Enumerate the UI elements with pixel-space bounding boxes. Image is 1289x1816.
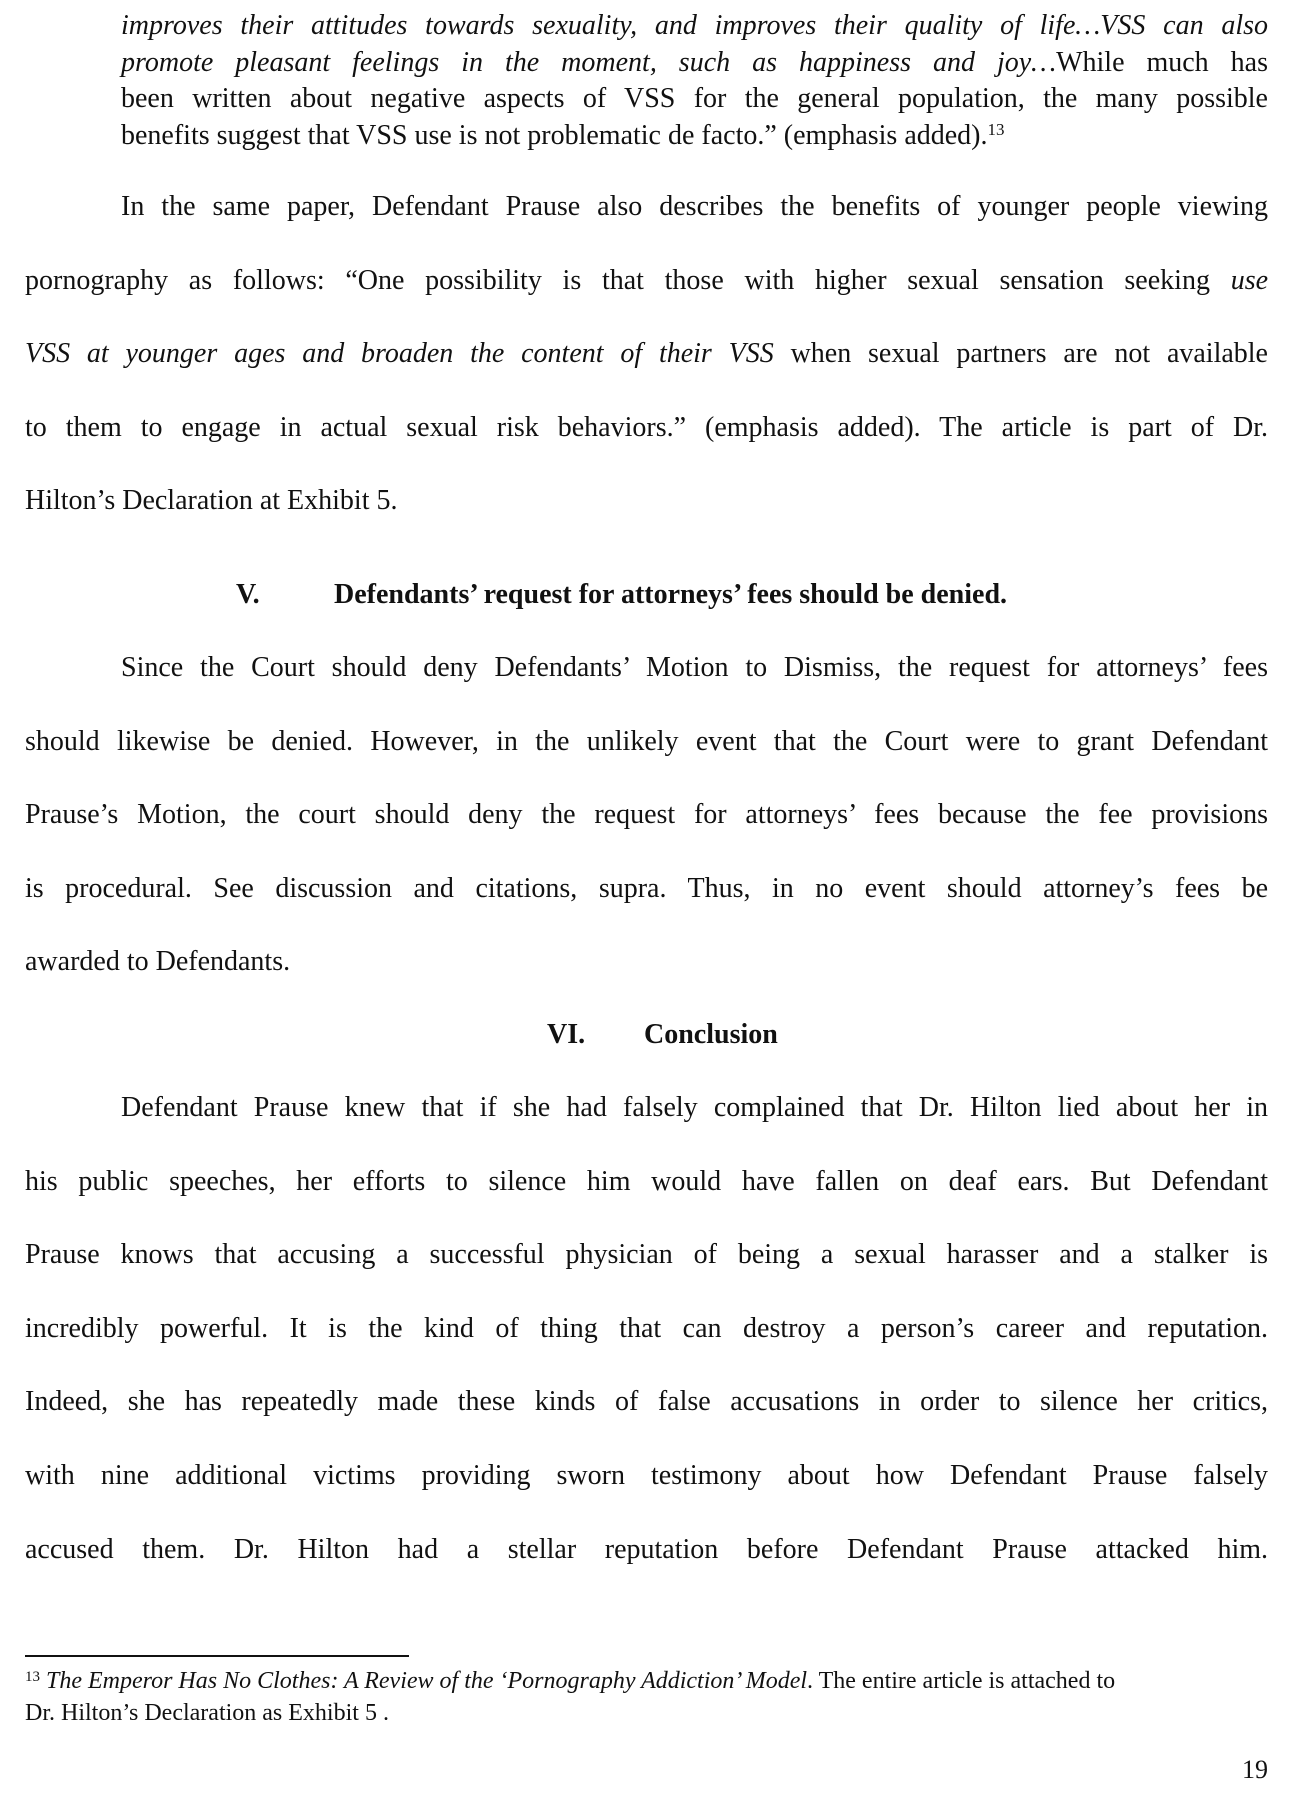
footnote-ref[interactable]: 13 bbox=[987, 119, 1005, 139]
quote-line: benefits suggest that VSS use is not problematic de facto.” (emphasis added).$^{13}$ bbox=[121, 119, 1005, 151]
paragraph-conclusion: Defendant Prause knew that if she had falsely complained that Dr. Hilton lied about her in his public speeches, her efforts to silence him would have fallen on deaf ears. But Defendant Prause knows that accusing a successful physician of being a sexual harasser and a stalker is incredibly powerful. It is the kind of thing that can destroy a person’s career and reputation. Indeed, she has repeatedly made these kinds of false accusations in order to silence her critics, with nine additional victims providing sworn testimony about how Defendant Prause falsely accused them. Dr. Hilton had a stellar reputation before Defendant Prause attacked him. bbox=[25, 1092, 1268, 1565]
section-heading-title: Defendants’ request for attorneys’ fees should be denied. bbox=[334, 579, 1008, 610]
section-heading-number: V. bbox=[236, 579, 260, 610]
section-heading-number: VI. bbox=[547, 1019, 586, 1050]
block-quote bbox=[121, 8, 1268, 154]
quote-line: promote pleasant feelings in the moment, such as happiness and joy…While much has bbox=[121, 46, 1268, 78]
footnote-divider bbox=[25, 1655, 409, 1657]
page-number: 19 bbox=[1242, 1755, 1268, 1784]
footnote: $^{13}$ The Emperor Has No Clothes: A Review of the ‘Pornography Addiction’ Model. The entire article is attached to Dr. Hilton’s Declaration as Exhibit 5 . bbox=[25, 1668, 1116, 1726]
quote-line: been written about negative aspects of VSS for the general population, the many possible bbox=[121, 83, 1268, 114]
paragraph-fees: Since the Court should deny Defendants’ Motion to Dismiss, the request for attorneys’ fees should likewise be denied. However, in the unlikely event that the Court were to grant Defendant Prause’s Motion, the court should deny the request for attorneys’ fees because the fee provisions is procedural. See discussion and citations, supra. Thus, in no event should attorney’s fees be awarded to Defendants. bbox=[25, 652, 1268, 978]
quote-line: improves their attitudes towards sexuality, and improves their quality of life…VSS can also bbox=[121, 10, 1268, 41]
section-heading-title: Conclusion bbox=[644, 1019, 778, 1050]
paragraph-benefits: In the same paper, Defendant Prause also describes the benefits of younger people viewing pornography as follows: “One possibility is that those with higher sexual sensation seeking use VSS at younger ages and broaden the content of their VSS when sexual partners are not available to them to engage in actual sexual risk behaviors.” (emphasis added). The article is part of Dr. Hilton’s Declaration at Exhibit 5. bbox=[25, 191, 1269, 517]
